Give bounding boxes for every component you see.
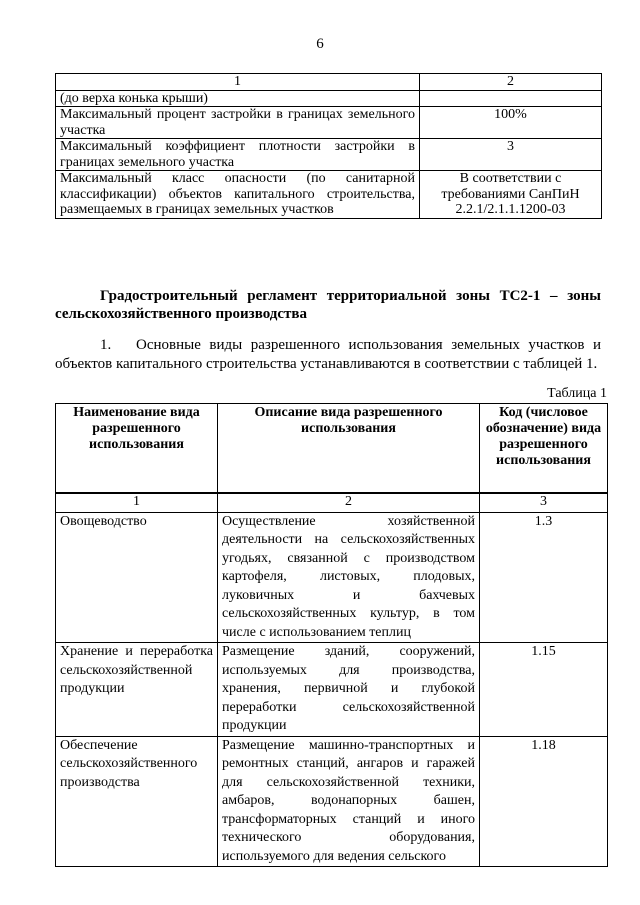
table-row [56,643,608,737]
paragraph-text: Основные виды разрешенного использования земельных участков и объектов капитального строительства устанавливаются в соответствии с таблицей 1. [55,337,601,372]
use-description: Осуществление хозяйственной деятельности на сельскохозяйственных угодьях, связанной с производством картофеля, листовых, плодовых, луковичных и бахчевых сельскохозяйственных культур, в том числе с использованием теплиц [218,512,480,643]
table-row [56,139,602,171]
use-name: Обеспечение сельскохозяйственного производства [56,736,218,867]
header-description-column: Описание вида разрешенного использования [218,404,480,494]
header-name-column: Наименование вида разрешенного использования [56,404,218,494]
table-row [56,736,608,867]
parameter-label: Максимальный коэффициент плотности застройки в границах земельного участка [56,139,420,171]
column-number-1: 1 [56,493,218,513]
column-number-2: 2 [218,493,480,513]
use-code: 1.15 [480,643,608,737]
parameter-value: 100% [420,107,602,139]
table-row [56,107,602,139]
use-code: 1.3 [480,512,608,643]
use-description: Размещение машинно-транспортных и ремонтных станций, ангаров и гаражей для сельскохозяйственной техники, амбаров, водонапорных башен, трансформаторных станций и иного технического оборудования, используемого для ведения сельского [218,736,480,867]
parameter-label: Максимальный процент застройки в границах земельного участка [56,107,420,139]
use-description: Размещение зданий, сооружений, используемых для производства, хранения, первичной и глубокой переработки сельскохозяйственной продукции [218,643,480,737]
land-use-table [55,492,608,867]
parameters-table-continuation [55,73,602,219]
column-number-3: 3 [480,493,608,513]
table-row [56,90,602,107]
use-name: Хранение и переработка сельскохозяйственной продукции [56,643,218,737]
table-row [56,171,602,219]
parameter-label: (до верха конька крыши) [56,90,420,107]
table-row [56,512,608,643]
column-number-1: 1 [56,74,420,91]
section-heading: Градостроительный регламент территориальной зоны ТС2-1 – зоны сельскохозяйственного производства [55,288,601,322]
table-caption: Таблица 1 [547,386,607,401]
column-number-2: 2 [420,74,602,91]
use-code: 1.18 [480,736,608,867]
use-name: Овощеводство [56,512,218,643]
column-numbers-row [56,493,608,513]
page-number: 6 [316,36,324,52]
table-header-row [56,74,602,91]
parameter-value [420,90,602,107]
paragraph-number: 1. [100,337,112,353]
header-code-column: Код (числовое обозначение) вида разрешенного использования [480,404,608,494]
land-use-table-header [55,403,608,494]
parameter-label: Максимальный класс опасности (по санитарной классификации) объектов капитального строительства, размещаемых в границах земельных участков [56,171,420,219]
parameter-value: В соответствии с требованиями СанПиН 2.2.1/2.1.1.1200-03 [420,171,602,219]
parameter-value: 3 [420,139,602,171]
paragraph [55,336,601,374]
